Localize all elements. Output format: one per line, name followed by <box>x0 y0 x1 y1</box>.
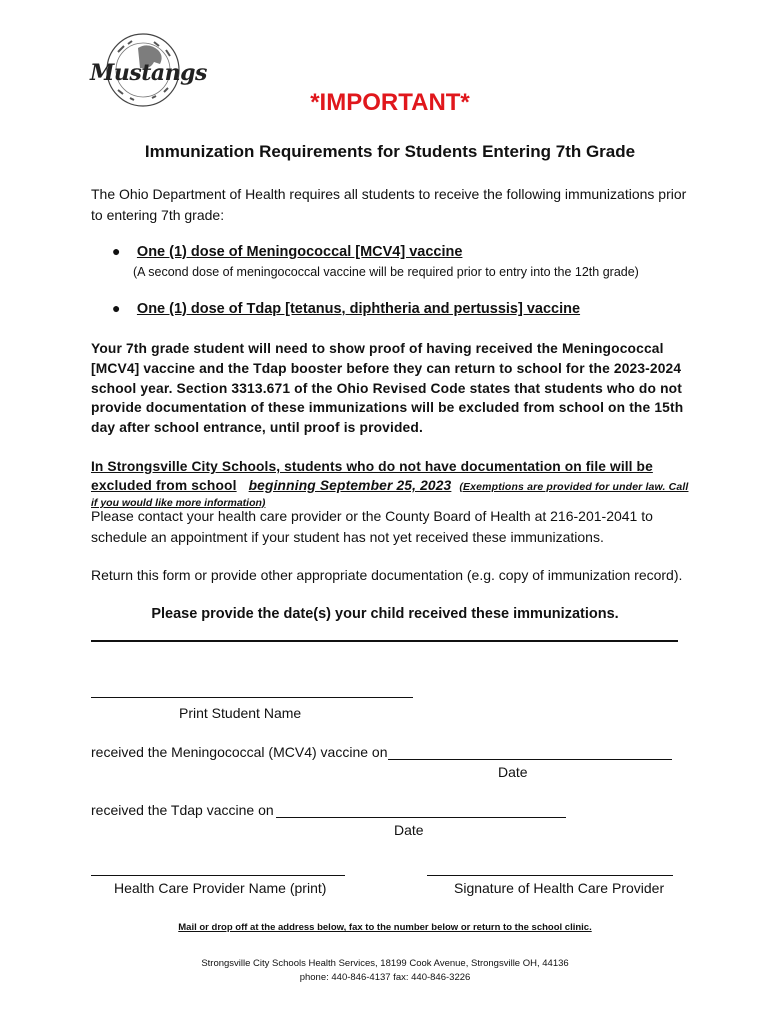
bullet-item-mcv4 <box>112 243 462 261</box>
important-heading: *IMPORTANT* <box>310 89 470 116</box>
proof-line: day after school entrance, until proof is provided. <box>91 420 423 436</box>
tdap-date-field[interactable] <box>276 817 566 818</box>
proof-line: [MCV4] vaccine and the Tdap booster before they can return to school for the 2023-2024 <box>91 360 682 376</box>
footer-address: Strongsville City Schools Health Services, 18199 Cook Avenue, Strongsville OH, 44136 <box>201 958 569 969</box>
provider-name-label: Health Care Provider Name (print) <box>114 880 327 896</box>
exemption-note-cont: if you would like more information) <box>91 496 266 509</box>
provider-signature-field[interactable] <box>427 875 673 876</box>
footer-phone-fax: phone: 440-846-4137 fax: 440-846-3226 <box>299 972 471 983</box>
bullet-icon: ● <box>112 243 121 259</box>
contact-line-1: Please contact your health care provider or the County Board of Health at 216-201-2041 to <box>91 508 653 524</box>
contact-line-2: schedule an appointment if your student has not yet received these immunizations. <box>91 529 604 545</box>
tdap-label: received the Tdap vaccine on <box>91 802 274 818</box>
intro-line-1: The Ohio Department of Health requires all students to receive the following immunizations prior <box>91 186 687 202</box>
mcv4-date-field[interactable] <box>388 759 672 760</box>
mcv4-label: received the Meningococcal (MCV4) vaccine on <box>91 744 388 760</box>
proof-paragraph <box>91 339 683 438</box>
bullet-text: One (1) dose of Tdap [tetanus, diphtheria and pertussis] vaccine <box>136 301 581 317</box>
return-form-text: Return this form or provide other appropriate documentation (e.g. copy of immunization record). <box>91 567 683 583</box>
bullet-text: One (1) dose of Meningococcal [MCV4] vaccine <box>136 244 463 260</box>
student-name-field[interactable] <box>91 697 413 698</box>
provide-dates-heading: Please provide the date(s) your child received these immunizations. <box>151 606 619 622</box>
page-title: Immunization Requirements for Students Entering 7th Grade <box>144 142 636 161</box>
logo-text: Mustangs <box>90 60 207 86</box>
proof-line: school year. Section 3313.671 of the Ohio Revised Code states that students who do not <box>91 380 682 396</box>
contact-text <box>91 506 653 548</box>
mcv4-date-label: Date <box>498 764 528 780</box>
proof-line: Your 7th grade student will need to show proof of having received the Meningococcal <box>91 341 664 356</box>
divider <box>91 640 678 642</box>
intro-text <box>91 184 686 226</box>
intro-line-2: to entering 7th grade: <box>91 207 225 223</box>
exclusion-start: excluded from school <box>91 477 237 493</box>
exclusion-line-1: In Strongsville City Schools, students who do not have documentation on file will be <box>91 459 653 474</box>
provider-signature-label: Signature of Health Care Provider <box>454 880 665 896</box>
proof-line: provide documentation of these immunizations will be excluded from school on the 15th <box>91 400 684 416</box>
exclusion-paragraph <box>91 457 691 510</box>
bullet-icon: ● <box>112 300 121 316</box>
student-name-label: Print Student Name <box>179 705 302 721</box>
tdap-date-label: Date <box>394 822 424 838</box>
footer-instructions: Mail or drop off at the address below, fax to the number below or return to the school clinic. <box>178 922 592 933</box>
exclusion-date: beginning September 25, 2023 <box>248 477 452 493</box>
exclusion-line-2 <box>91 477 691 496</box>
bullet-note: (A second dose of meningococcal vaccine will be required prior to entry into the 12th grade) <box>133 265 639 279</box>
exemption-note: (Exemptions are provided for under law. Call <box>459 480 689 493</box>
bullet-item-tdap <box>112 300 580 318</box>
provider-name-field[interactable] <box>91 875 345 876</box>
